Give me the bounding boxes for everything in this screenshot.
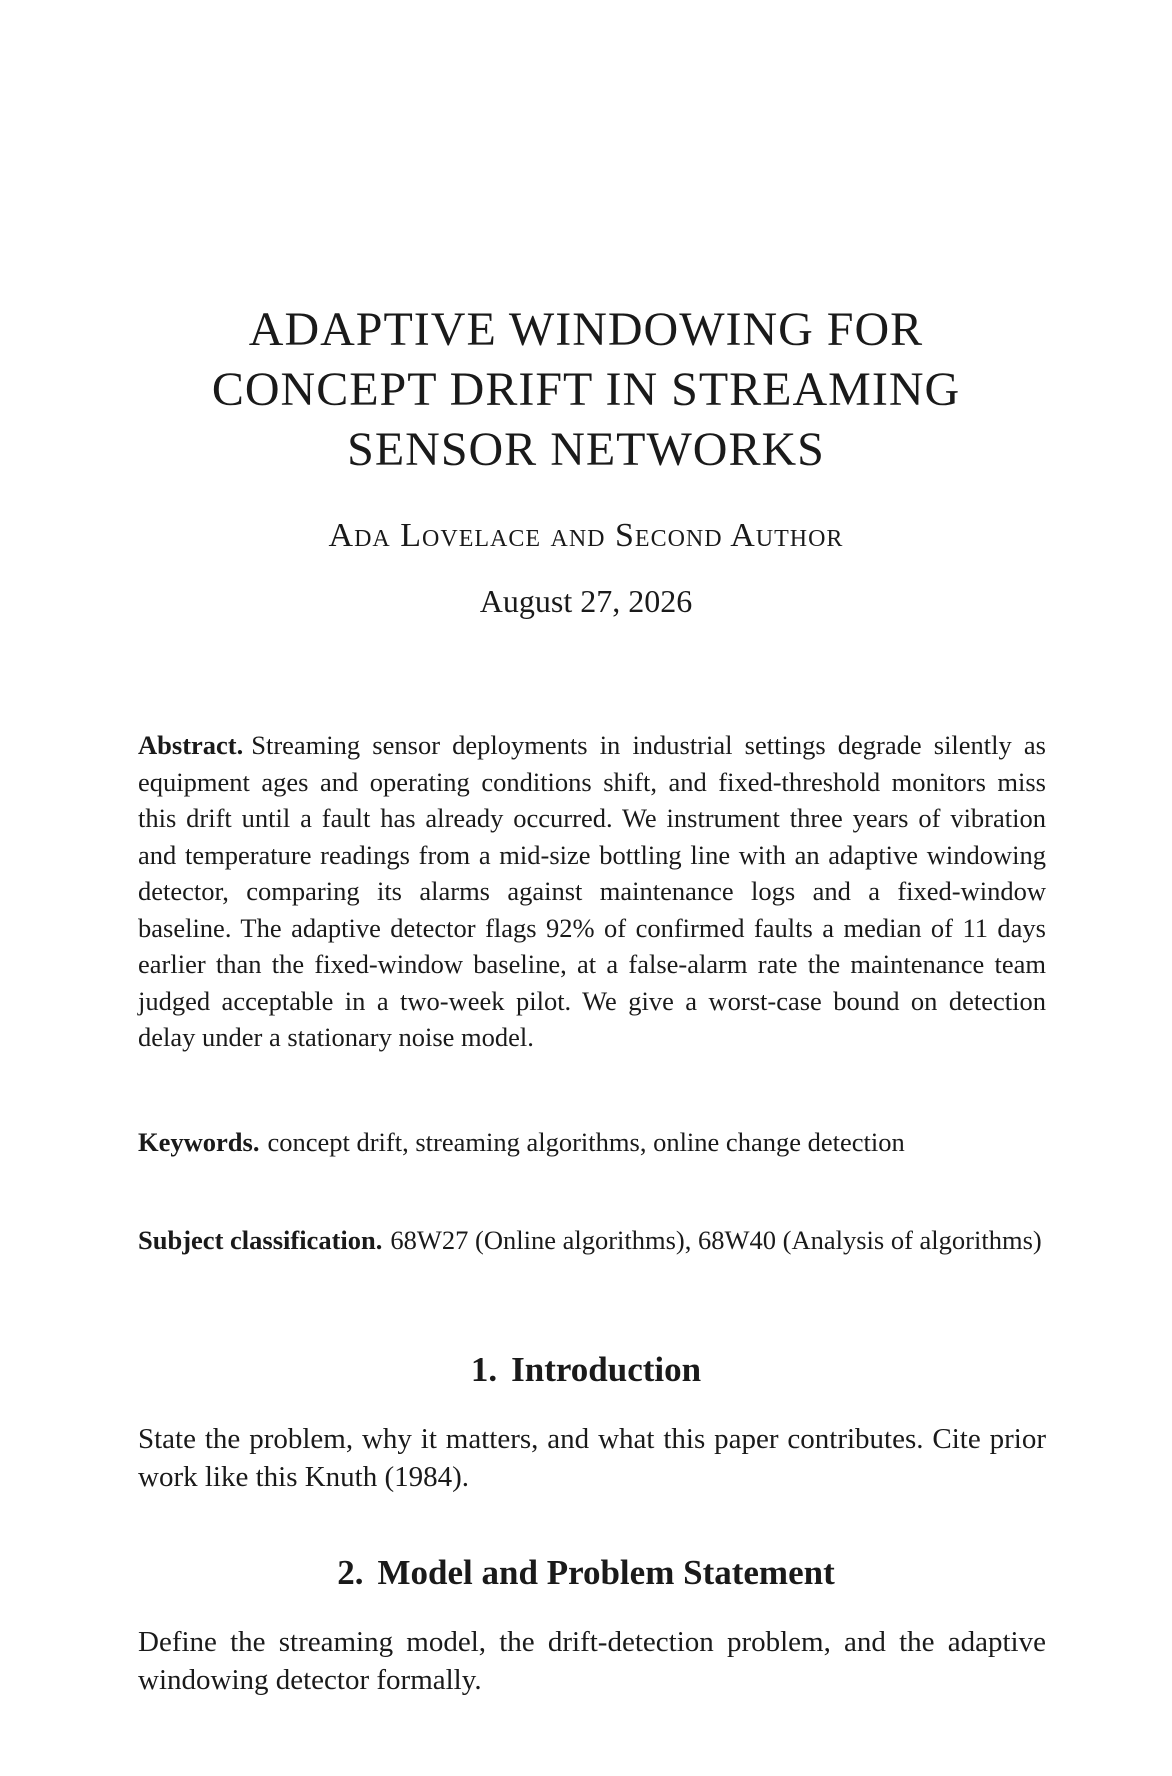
section-title: Model and Problem Statement — [377, 1553, 835, 1592]
classification-text: 68W27 (Online algorithms), 68W40 (Analysis of algorithms) — [390, 1225, 1042, 1255]
classification-label: Subject classification. — [138, 1225, 383, 1255]
publication-date: August 27, 2026 — [479, 583, 693, 619]
subject-classification — [138, 1222, 1046, 1259]
section-title: Introduction — [511, 1350, 702, 1389]
section-number: 2. — [337, 1553, 364, 1592]
author-list: Ada Lovelace and Second Author — [328, 517, 844, 554]
title-line: SENSOR NETWORKS — [347, 423, 825, 476]
abstract — [138, 727, 1046, 1056]
abstract-text: Streaming sensor deployments in industrial settings degrade silently as equipment ages and operating conditions shift, and fixed-threshold monitors miss this drift until a fault has already occurred. We instrument three years of vibration and temperature readings from a mid-size bottling line with an adaptive windowing detector, comparing its alarms against maintenance logs and a fixed-window baseline. The adaptive detector flags 92% of confirmed faults a median of 11 days earlier than the fixed-window baseline, at a false-alarm rate the maintenance team judged acceptable in a two-week pilot. We give a worst-case bound on detection delay under a stationary noise model. — [138, 730, 1046, 1052]
title-line: CONCEPT DRIFT IN STREAMING — [211, 363, 961, 416]
keywords — [138, 1124, 1046, 1161]
section-heading-introduction — [100, 1350, 1072, 1390]
title-line: ADAPTIVE WINDOWING FOR — [248, 303, 924, 356]
keywords-label: Keywords. — [138, 1127, 260, 1157]
section-body-introduction: State the problem, why it matters, and what this paper contributes. Cite prior work like this Knuth (1984). — [138, 1423, 1046, 1493]
section-body-model: Define the streaming model, the drift-detection problem, and the adaptive windowing detector formally. — [138, 1626, 1046, 1696]
abstract-label: Abstract. — [138, 730, 244, 760]
section-number: 1. — [470, 1350, 498, 1389]
paper-title — [100, 300, 1072, 480]
section-heading-model — [100, 1553, 1072, 1593]
keywords-text: concept drift, streaming algorithms, online change detection — [267, 1127, 905, 1157]
